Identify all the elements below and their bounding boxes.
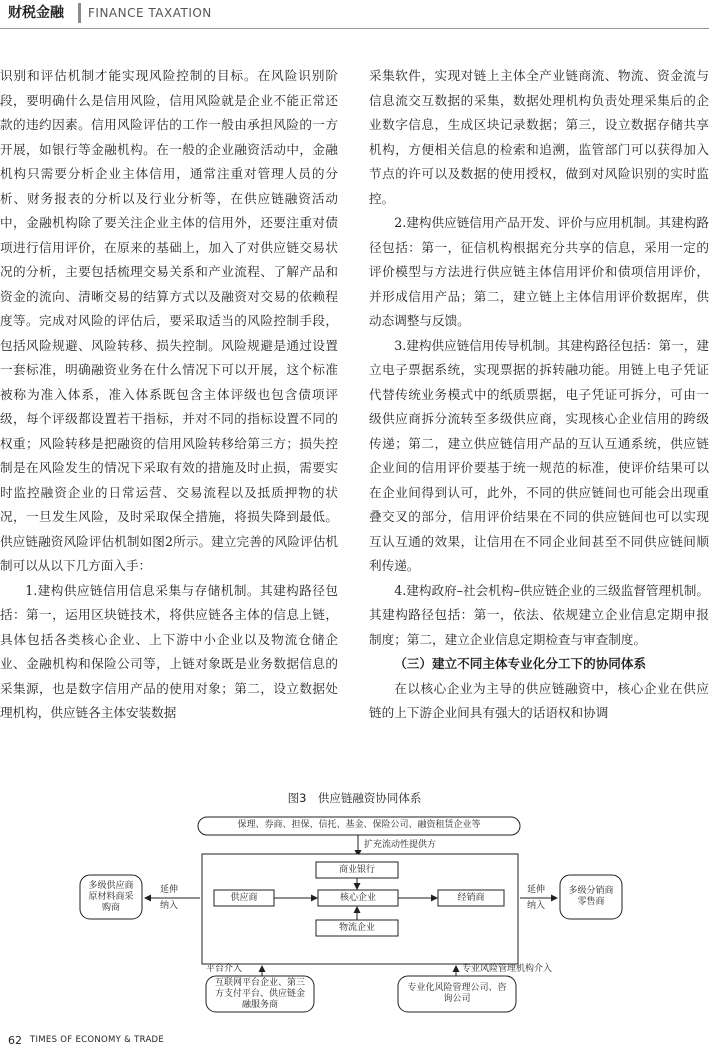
paragraph: 1.建构供应链信用信息采集与存储机制。其建构路径包括：第一，运用区块链技术，将供应链各主体的信息上链，具体包括各类核心企业、上下游中小企业以及物流仓储企业、金融机构和保险公司等，上链对象既是业务数据信息的采集源，也是数字信用产品的使用对象；第二，设立数据处理机构，供应链各主体安装数据 [0,582,338,720]
right-extend-label: 延伸 [527,885,546,895]
left-include-label: 纳入 [160,901,179,911]
risk-management-box: 专业化风险管理公司、咨询公司 [407,983,507,1004]
page-number: 62 [8,1034,22,1047]
header-divider-bar [78,3,81,23]
liquidity-provider-label: 扩充流动性提供方 [364,840,437,850]
right-include-label: 纳入 [527,901,546,911]
figure-caption: 图3 供应链融资协同体系 [287,791,422,805]
paragraph: 2.建构供应链信用产品开发、评价与应用机制。其建构路径包括：第一，征信机构根据充分共享的信息，采用一定的评价模型与方法进行供应链主体信用评价和债项信用评价，并形成信用产品；第二，建立链上主体信用评价数据库，供动态调整与反馈。 [369,215,709,328]
left-column [0,64,338,726]
core-enterprise-box: 核心企业 [339,893,376,903]
diagram-graphics [0,812,709,1027]
upstream-suppliers-box: 多级供应商原材料商采购商 [88,881,134,913]
paragraph: 4.建构政府–社会机构–供应链企业的三级监督管理机制。其建构路径包括：第一，依法、依规建立企业信息定期申报制度；第二，建立企业信息定期检查与审查制度。 [369,582,709,647]
section-heading: （三）建立不同主体专业化分工下的协同体系 [394,656,647,671]
paragraph: 采集软件，实现对链上主体全产业链商流、物流、资金流与信息流交互数据的采集，数据处理机构负责处理采集后的企业数字信息，生成区块记录数据；第三，设立数据存储共享机构，方便相关信息的检索和追溯，监管部门可以获得加入节点的许可以及数据的使用授权，做到对风险识别的实时监控。 [369,68,709,206]
platform-box: 互联网平台企业、第三方支付平台、供应链金融服务商 [214,978,305,1010]
collaboration-diagram [0,812,709,1027]
page-header [0,0,709,28]
distributor-box: 经销商 [457,893,485,903]
logistics-box: 物流企业 [338,923,375,933]
paragraph: 在以核心企业为主导的供应链融资中，核心企业在供应链的上下游企业间具有强大的话语权和协调 [369,680,709,720]
right-column [369,64,709,726]
column-brand: 财税金融 [0,0,78,26]
column-english-title: FINANCE TAXATION [88,6,212,20]
journal-name: TIMES OF ECONOMY & TRADE [30,1035,165,1045]
downstream-distributors-box: 多级分销商零售商 [568,886,614,907]
paragraph: 识别和评估机制才能实现风险控制的目标。在风险识别阶段，要明确什么是信用风险，信用风险就是企业不能正常还款的违约因素。信用风险评估的工作一般由承担风险的一方开展，如银行等金融机构。在一般的企业融资活动中，金融机构只需要分析企业主体信用，通常注重对管理人员的分析、财务报表的分析以及行业分析等，在供应链融资活动中，金融机构除了要关注企业主体的信用外，还要注重对债项进行信用评价，在原来的基础上，加入了对供应链交易状况的分析，主要包括梳理交易关系和产业流程、了解产品和资金的流向、清晰交易的结算方式以及融资对交易的依赖程度等。完成对风险的评估后，要采取适当的风险控制手段，包括风险规避、风险转移、损失控制。风险规避是通过设置一套标准，明确融资业务在什么情况下可以开展，这个标准被称为准入体系，准入体系既包含主体评级也包含债项评级，每个评级都设置若干指标，并对不同的指标设置不同的权重；风险转移是把融资的信用风险转移给第三方；损失控制是在风险发生的情况下采取有效的措施及时止损，需要实时监控融资企业的日常运营、交易流程以及抵质押物的状况，一旦发生风险，及时采取保全措施，将损失降到最低。供应链融资风险评估机制如图2所示。建立完善的风险评估机制可以从以下几方面入手： [0,68,338,573]
financial-partners-label: 保理、券商、担保、信托、基金、保险公司、融资租赁企业等 [237,820,481,830]
platform-entry-label: 平台介入 [206,964,243,974]
commercial-bank-box: 商业银行 [338,865,375,875]
left-extend-label: 延伸 [160,885,179,895]
page-footer [0,1034,709,1049]
risk-agency-entry-label: 专业风险管理机构介入 [462,964,553,974]
paragraph: 3.建构供应链信用传导机制。其建构路径包括：第一，建立电子票据系统，实现票据的拆转融功能。用链上电子凭证代替传统业务模式中的纸质票据，电子凭证可拆分，可由一级供应商拆分流转至多级供应商，实现核心企业信用的跨级传递；第二，建立供应链信用产品的互认互通系统，供应链企业间的信用评价要基于统一规范的标准，使评价结果可以在企业间得到认可，此外，不同的供应链间也可能会出现重叠交叉的部分，信用评价结果在不同的供应链间也可以实现互认互通的效果，让信用在不同企业间甚至不同供应链间顺利传递。 [369,337,709,573]
supplier-box: 供应商 [230,893,258,903]
header-rule [0,28,709,29]
